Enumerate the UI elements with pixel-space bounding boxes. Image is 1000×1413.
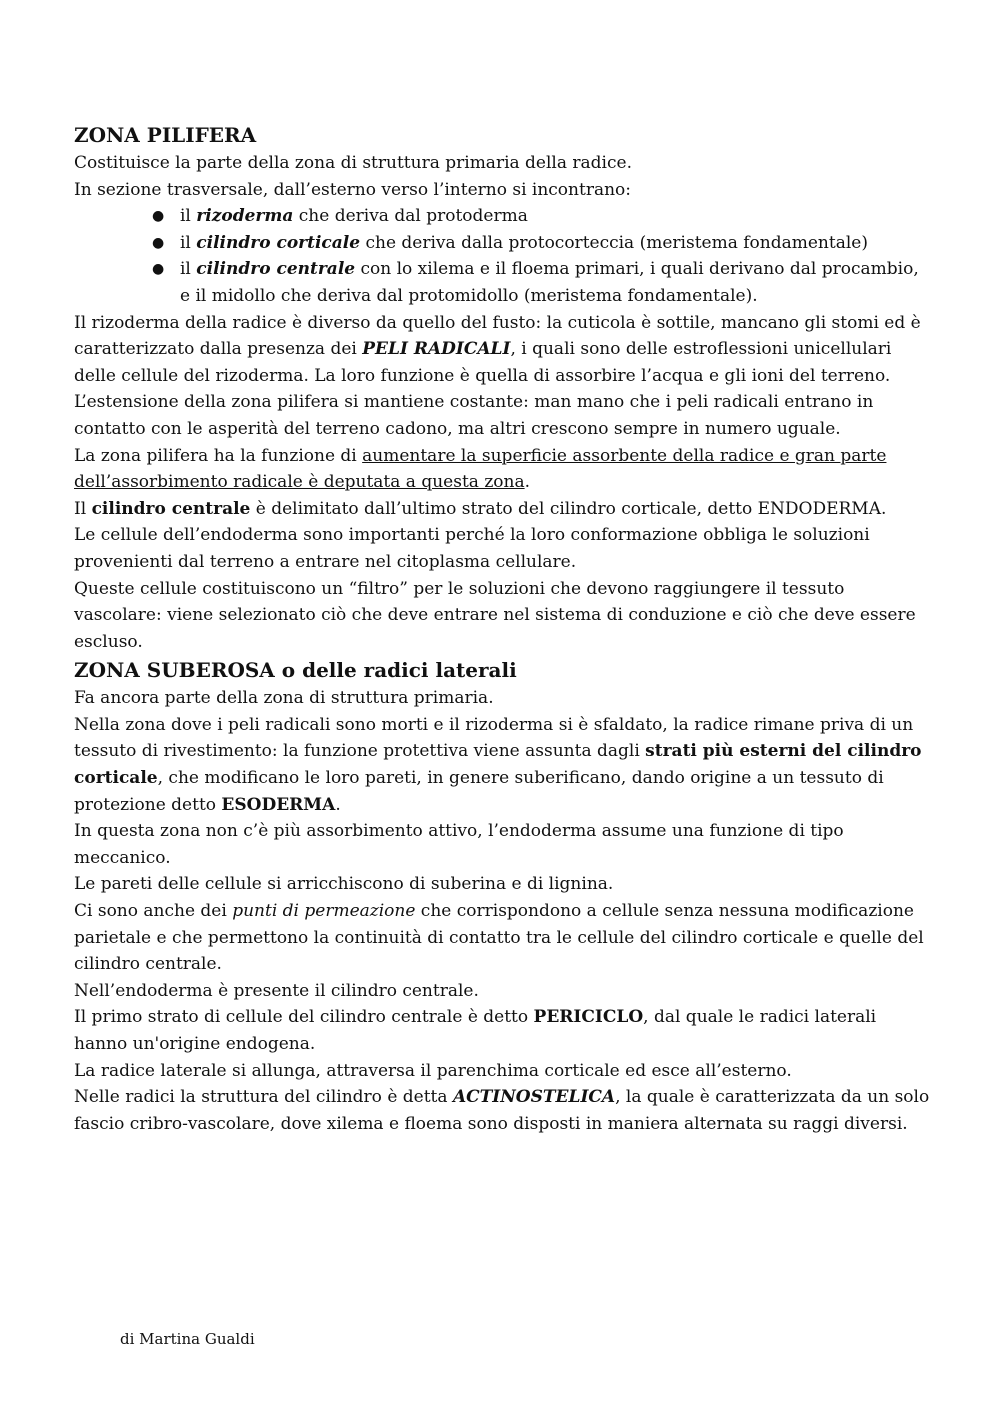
term-cilindro-centrale: cilindro centrale (196, 259, 356, 280)
section-title-zona-pilifera: ZONA PILIFERA (74, 123, 257, 147)
paragraph: La radice laterale si allunga, attraversa il parenchima corticale ed esce all’esterno. (74, 1060, 792, 1081)
paragraph: In sezione trasversale, dall’esterno verso l’interno si incontrano: (74, 179, 631, 200)
paragraph: Nelle radici la struttura del cilindro è detta ACTINOSTELICA, la quale è caratterizzata da un solo fascio cribro-vascolare, dove xilema e floema sono disposti in maniera alternata su raggi diversi. (74, 1087, 930, 1134)
paragraph: Nell’endoderma è presente il cilindro centrale. (74, 980, 479, 1001)
paragraph: Il cilindro centrale è delimitato dall’ultimo strato del cilindro corticale, detto ENDODERMA. (74, 498, 887, 519)
document-body (74, 120, 934, 1137)
term-esoderma: ESODERMA (221, 794, 336, 815)
paragraph: Le cellule dell’endoderma sono importanti perché la loro conformazione obbliga le soluzioni provenienti dal terreno a entrare nel citoplasma cellulare. (74, 525, 870, 572)
term-periciclo: PERICICLO (533, 1007, 644, 1028)
term-cilindro-centrale-bold: cilindro centrale (91, 498, 251, 519)
list-item: ● il rizoderma che deriva dal protoderma (180, 203, 934, 230)
bullet-list (74, 203, 934, 309)
paragraph: Le pareti delle cellule si arricchiscono di suberina e di lignina. (74, 874, 614, 895)
paragraph: Ci sono anche dei punti di permeazione che corrispondono a cellule senza nessuna modificazione parietale e che permettono la continuità di contatto tra le cellule del cilindro corticale e quelle del cilindro centrale. (74, 901, 924, 975)
paragraph: La zona pilifera ha la funzione di aumentare la superficie assorbente della radice e gran parte dell’assorbimento radicale è deputata a questa zona. (74, 445, 887, 493)
list-item: ● il cilindro centrale con lo xilema e il floema primari, i quali derivano dal procambio, e il midollo che deriva dal protomidollo (meristema fondamentale). (180, 256, 934, 309)
paragraph: Il primo strato di cellule del cilindro centrale è detto PERICICLO, dal quale le radici laterali hanno un'origine endogena. (74, 1007, 877, 1054)
term-rizoderma: rizoderma (196, 206, 294, 227)
paragraph: Nella zona dove i peli radicali sono morti e il rizoderma si è sfaldato, la radice rimane priva di un tessuto di rivestimento: la funzione protettiva viene assunta dagli strati più esterni del cilindro corticale, che modificano le loro pareti, in genere suberificano, dando origine a un tessuto di protezione detto ESODERMA. (74, 714, 922, 815)
list-item: ● il cilindro corticale che deriva dalla protocorteccia (meristema fondamentale) (180, 230, 934, 257)
paragraph: Il rizoderma della radice è diverso da quello del fusto: la cuticola è sottile, mancano gli stomi ed è caratterizzato dalla presenza dei PELI RADICALI, i quali sono delle estroflessioni unicellulari delle cellule del rizoderma. La loro funzione è quella di assorbire l’acqua e gli ioni del terreno. (74, 312, 921, 386)
underlined-text: aumentare la superficie assorbente della radice e gran parte dell’assorbimento radicale è deputata a questa zona (74, 445, 887, 493)
term-actinostelica: ACTINOSTELICA (452, 1087, 616, 1108)
section-title-zona-suberosa: ZONA SUBEROSA o delle radici laterali (74, 658, 517, 683)
italic-text: punti di permeazione (232, 901, 416, 922)
paragraph: Queste cellule costituiscono un “filtro” per le soluzioni che devono raggiungere il tessuto vascolare: viene selezionato ciò che deve entrare nel sistema di conduzione e ciò che deve essere escluso. (74, 578, 916, 652)
footer-author: di Martina Gualdi (120, 1330, 255, 1348)
paragraph: L’estensione della zona pilifera si mantiene costante: man mano che i peli radicali entrano in contatto con le asperità del terreno cadono, ma altri crescono sempre in numero uguale. (74, 392, 874, 439)
term-cilindro-corticale: cilindro corticale (196, 232, 361, 253)
term-peli-radicali: PELI RADICALI (362, 339, 511, 360)
paragraph: Fa ancora parte della zona di struttura primaria. (74, 688, 494, 709)
paragraph: In questa zona non c’è più assorbimento attivo, l’endoderma assume una funzione di tipo meccanico. (74, 821, 844, 868)
bold-text: strati più esterni del cilindro corticale (74, 741, 922, 789)
paragraph: Costituisce la parte della zona di struttura primaria della radice. (74, 153, 632, 173)
